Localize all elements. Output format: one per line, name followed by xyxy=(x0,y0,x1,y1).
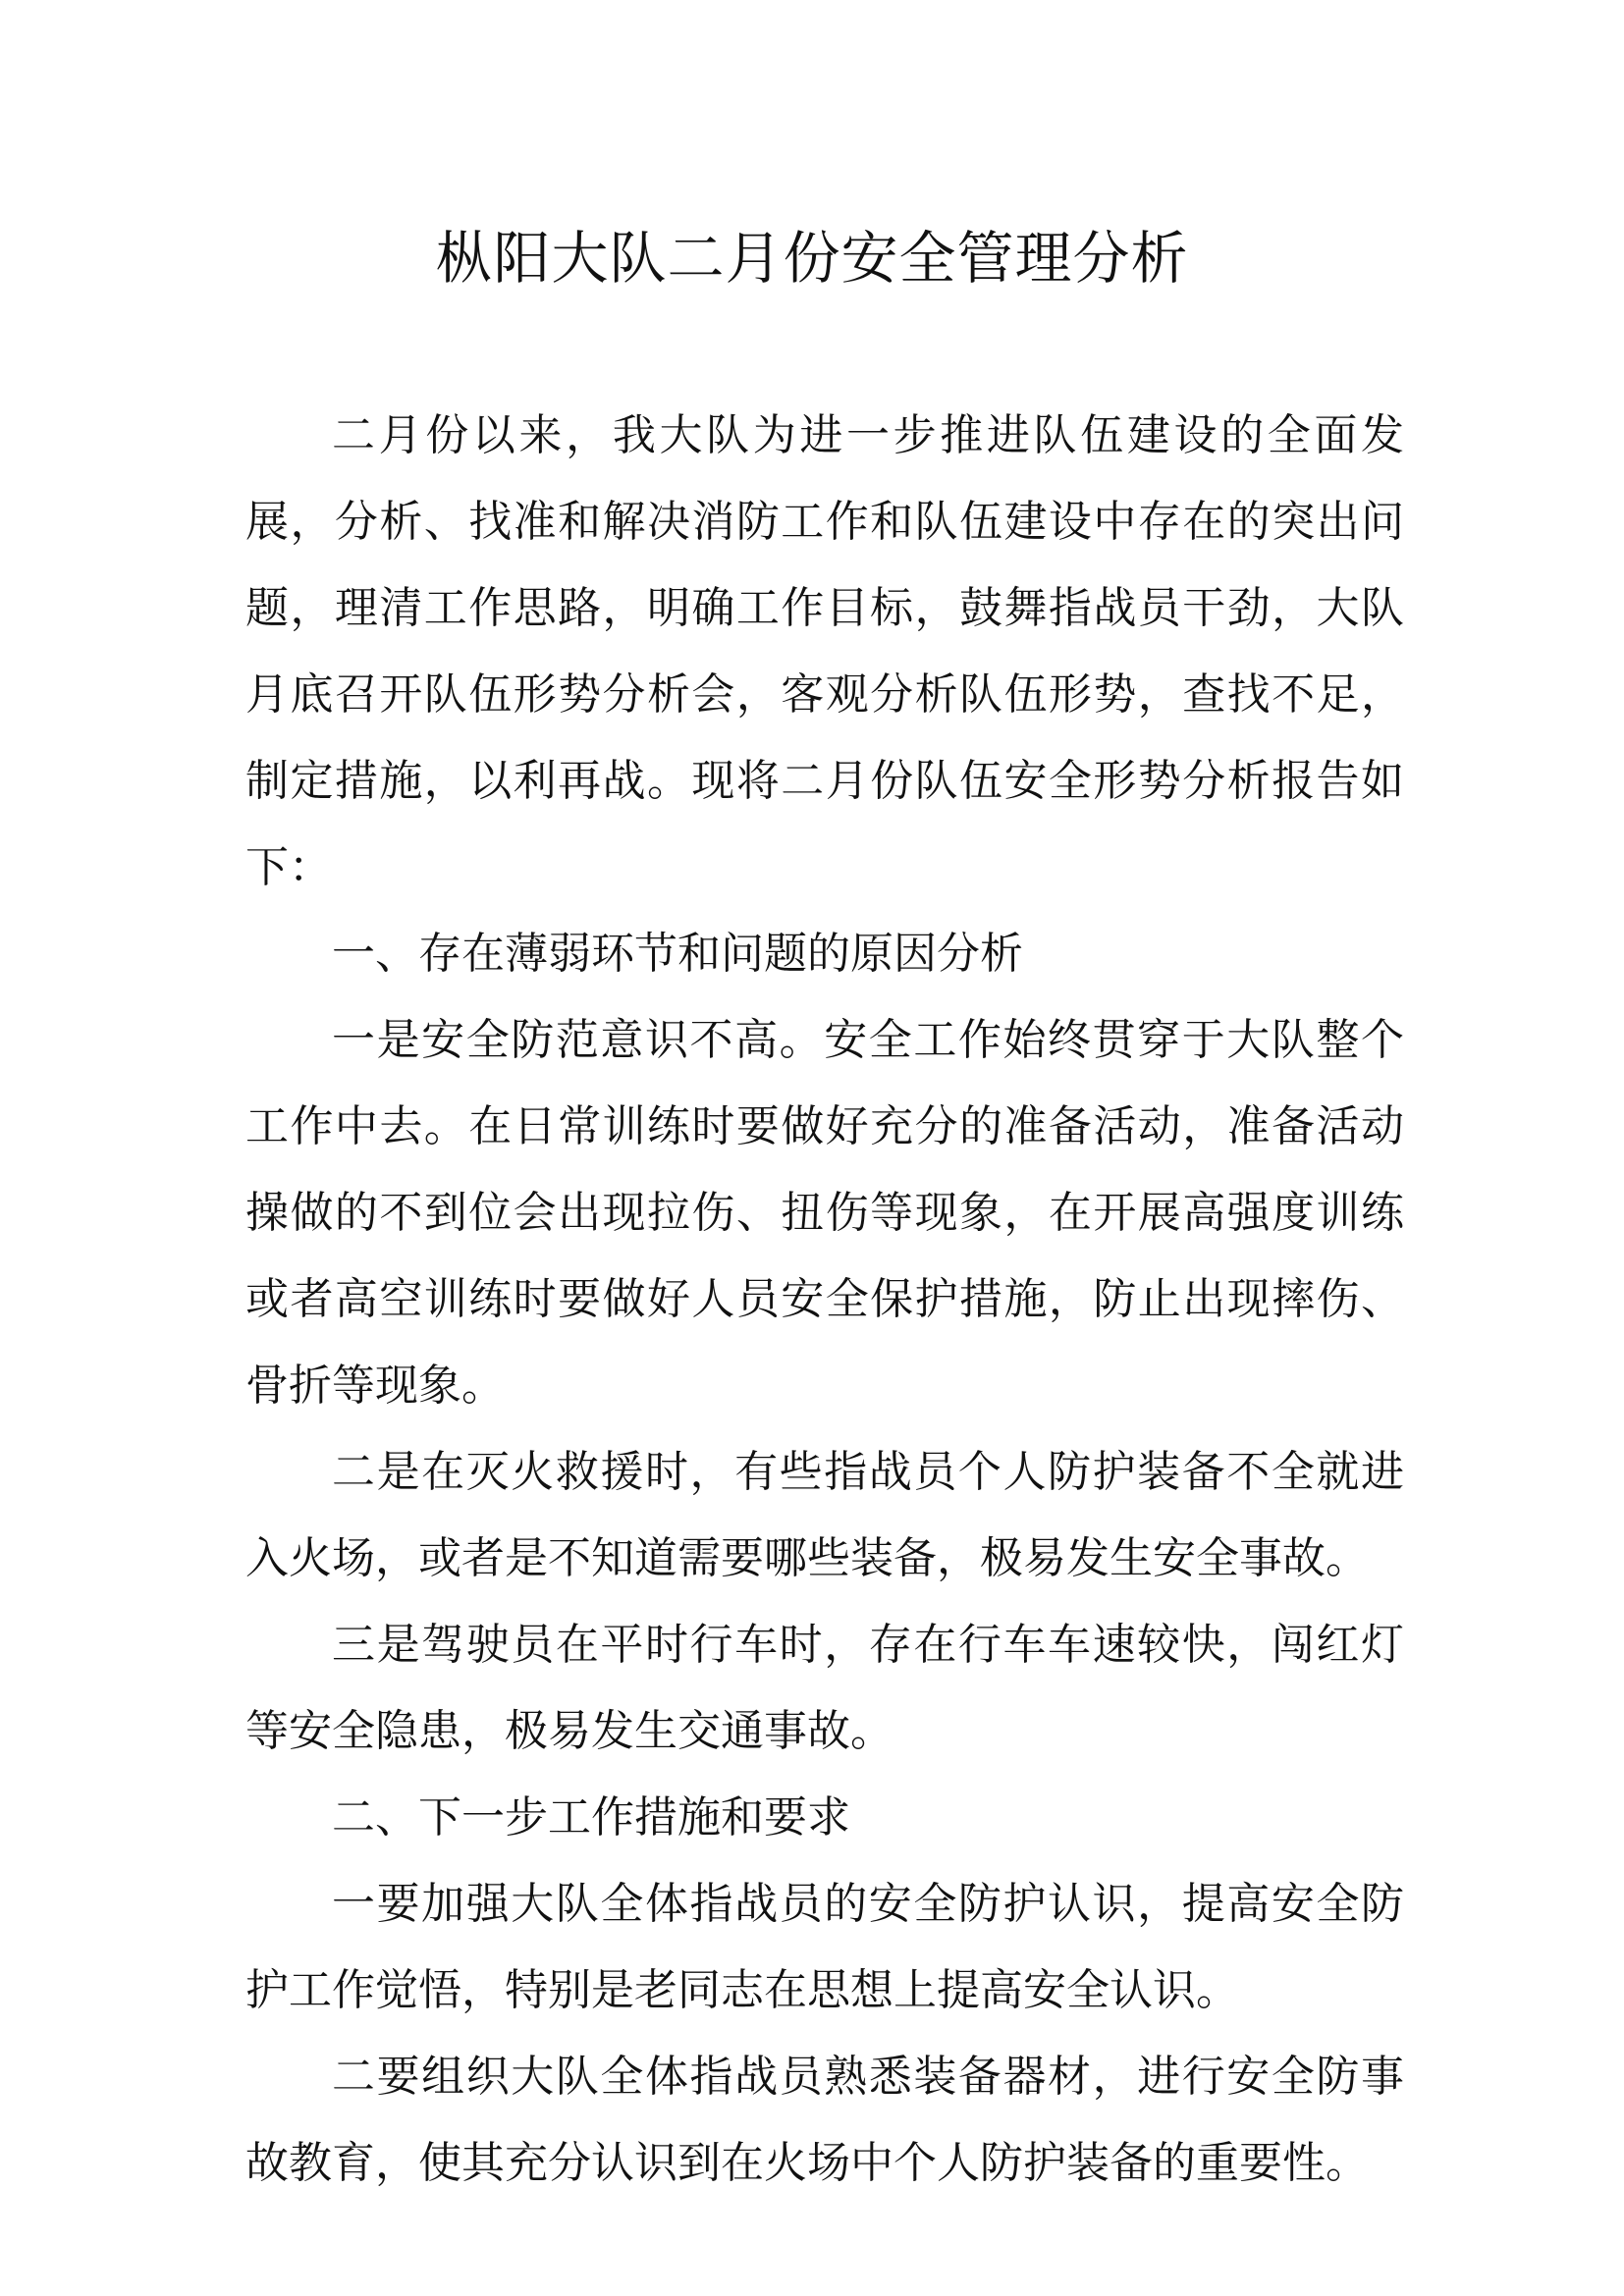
section-heading-1: 一、存在薄弱环节和问题的原因分析 xyxy=(332,929,1023,979)
issue-paragraph-2: 二是在灭火救援时，有些指战员个人防护装备不全就进入火场，或者是不知道需要哪些装备，极易发生安全事故。 xyxy=(245,1447,1404,1583)
section-heading-2: 二、下一步工作措施和要求 xyxy=(332,1792,850,1842)
issue-paragraph-3: 三是驾驶员在平时行车时，存在行车车速较快，闯红灯等安全隐患，极易发生交通事故。 xyxy=(245,1620,1404,1756)
document-body xyxy=(245,393,1404,2207)
measure-paragraph-2: 二要组织大队全体指战员熟悉装备器材，进行安全防事故教育，使其充分认识到在火场中个人防护装备的重要性。 xyxy=(245,2052,1404,2188)
intro-paragraph: 二月份以来，我大队为进一步推进队伍建设的全面发展，分析、找准和解决消防工作和队伍建设中存在的突出问题，理清工作思路，明确工作目标，鼓舞指战员干劲，大队月底召开队伍形势分析会，客观分析队伍形势，查找不足，制定措施，以利再战。现将二月份队伍安全形势分析报告如下： xyxy=(245,410,1404,892)
issue-paragraph-1: 一是安全防范意识不高。安全工作始终贯穿于大队整个工作中去。在日常训练时要做好充分的准备活动，准备活动操做的不到位会出现拉伤、扭伤等现象，在开展高强度训练或者高空训练时要做好人员安全保护措施，防止出现摔伤、骨折等现象。 xyxy=(245,1015,1404,1411)
document-title: 枞阳大队二月份安全管理分析 xyxy=(435,225,1189,292)
measure-paragraph-1: 一要加强大队全体指战员的安全防护认识，提高安全防护工作觉悟，特别是老同志在思想上提高安全认识。 xyxy=(245,1879,1404,2015)
